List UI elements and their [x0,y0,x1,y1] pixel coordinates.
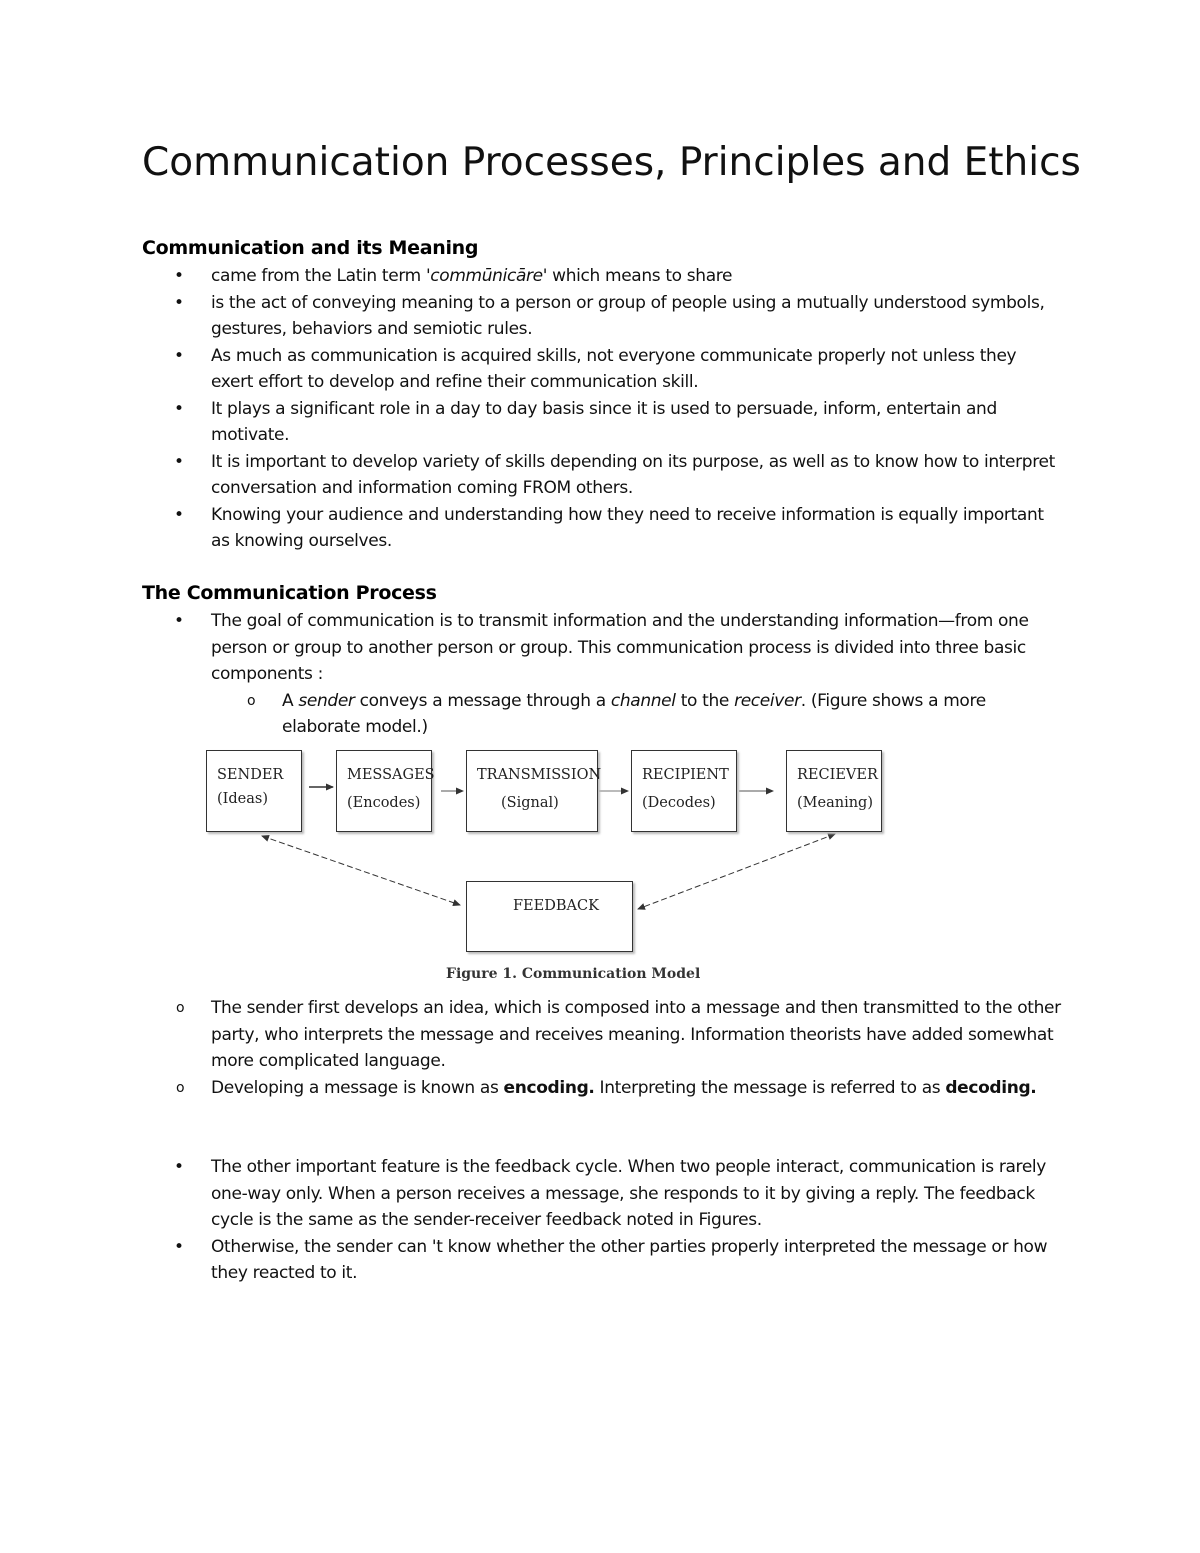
feedback-box: FEEDBACK [466,881,633,952]
list-item: • It plays a significant role in a day to day basis since it is used to persuade, inform, entertain and motivate. [0,396,1061,449]
section-heading-process: The Communication Process [142,582,437,604]
section-heading-meaning: Communication and its Meaning [142,237,479,259]
recipient-box: RECIPIENT (Decodes) [631,750,737,832]
list-item: • came from the Latin term 'commūnicāre' which means to share [0,263,1061,290]
sender-box: SENDER (Ideas) [206,750,302,832]
bullet-icon: • [174,451,184,472]
figure-caption: Figure 1. Communication Model [446,966,701,982]
list-item: • is the act of conveying meaning to a person or group of people using a mutually understood symbols, gestures, behaviors and semiotic rules. [0,290,1061,343]
list-item: • Knowing your audience and understanding how they need to receive information is equally important as knowing ourselves. [0,502,1061,555]
bullet-icon: • [174,504,184,525]
messages-box: MESSAGES (Encodes) [336,750,432,832]
bullet-icon: • [174,1236,184,1257]
sub-list-item: o The sender first develops an idea, which is composed into a message and then transmitted to the other party, who interprets the message and receives meaning. Information theorists have added somewhat more complicated language. [0,995,1061,1075]
list-item: • As much as communication is acquired skills, not everyone communicate properly not unless they exert effort to develop and refine their communication skill. [0,343,1061,396]
circle-bullet-icon: o [176,1079,185,1096]
bullet-icon: • [174,266,184,286]
reciever-box: RECIEVER (Meaning) [786,750,882,832]
bullet-icon: • [174,1157,184,1177]
encoding-sublist [0,995,1200,1101]
sub-list-item: o A sender conveys a message through a channel to the receiver. (Figure shows a more elaborate model.) [211,688,1052,741]
bullet-icon: • [174,398,184,419]
list-item: • The other important feature is the feedback cycle. When two people interact, communication is rarely one-way only. When a person receives a message, she responds to it by giving a reply. The feedback cycle is the same as the sender-receiver feedback noted in Figures. [0,1154,1061,1234]
circle-bullet-icon: o [176,1000,185,1016]
feedback-bullet-list [0,1154,1200,1287]
arrow-reciever-feedback [638,834,835,909]
bullet-icon: • [174,292,184,313]
sub-list-item: o Developing a message is known as encoding. Interpreting the message is referred to as decoding. [0,1075,1061,1102]
transmission-box: TRANSMISSION (Signal) [466,750,598,832]
list-item: • Otherwise, the sender can 't know whether the other parties properly interpreted the message or how they reacted to it. [0,1234,1061,1287]
list-item: • The goal of communication is to transmit information and the understanding information—from one person or group to another person or group. This communication process is divided into three basic components : o A sender conveys a message through a channel to the receiver. (Figure shows a more elaborate model.) [0,608,1061,741]
arrow-sender-feedback [262,836,460,905]
bullet-icon: • [174,611,184,631]
page-title: Communication Processes, Principles and Ethics [142,140,1081,185]
list-item: • It is important to develop variety of skills depending on its purpose, as well as to know how to interpret conversation and information coming FROM others. [0,449,1061,502]
bullet-icon: • [174,345,184,366]
circle-bullet-icon: o [247,692,256,709]
